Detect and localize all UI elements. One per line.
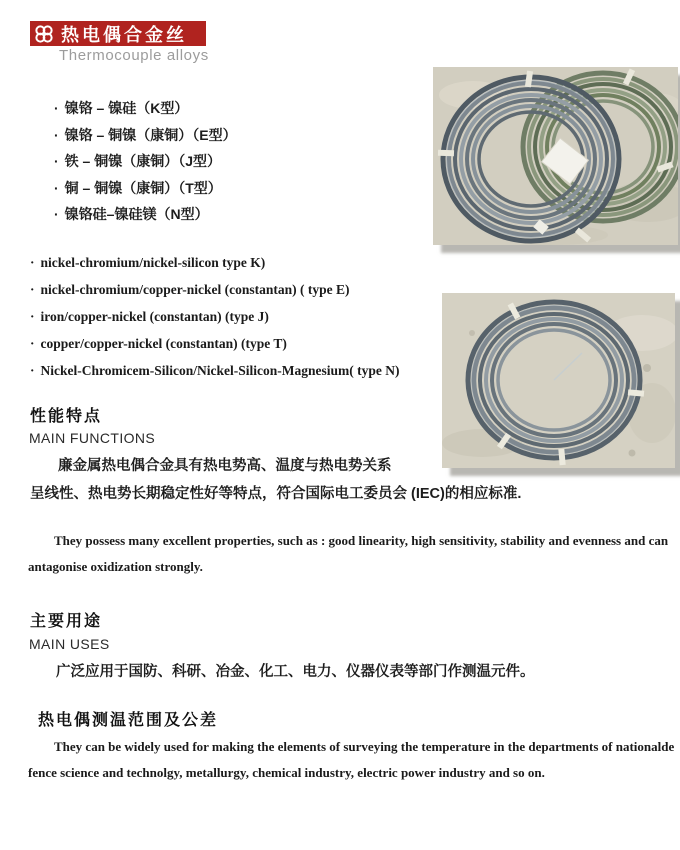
alloy-item-cn: [54, 122, 237, 149]
alloy-item-cn: [54, 175, 237, 202]
page-subtitle: Thermocouple alloys: [59, 47, 209, 64]
bullet-icon: ·: [54, 126, 59, 143]
section-range-heading-cn: 热电偶测温范围及公差: [38, 712, 219, 729]
section-uses-heading-en: MAIN USES: [29, 636, 110, 652]
alloy-label: Nickel-Chromicem-Silicon/Nickel-Silicon-Magnesium( type N): [40, 363, 400, 378]
alloy-label: 镍铬硅–镍硅镁（N型）: [64, 206, 209, 222]
alloy-item-en: [30, 303, 399, 330]
page-title: 热电偶合金丝: [61, 24, 187, 45]
alloy-label: copper/copper-nickel (constantan) (type T): [40, 336, 287, 351]
functions-paragraph-cn-line2: 呈线性、热电势长期稳定性好等特点，符合国际电工委员会 (IEC)的相应标准.: [30, 486, 522, 502]
bullet-icon: ·: [30, 363, 35, 378]
bullet-icon: ·: [54, 153, 59, 169]
alloy-label: iron/copper-nickel (constantan) (type J): [40, 309, 269, 324]
bullet-icon: ·: [30, 255, 35, 270]
alloy-item-en: [30, 357, 399, 384]
alloy-label: 镍铬 – 镍硅（K型）: [64, 100, 189, 116]
bullet-icon: ·: [54, 100, 59, 116]
clover-logo-icon: [34, 24, 54, 44]
bullet-icon: ·: [54, 206, 59, 222]
section-functions-heading-en: MAIN FUNCTIONS: [29, 430, 156, 446]
section-uses-heading-cn: 主要用途: [30, 613, 103, 630]
bullet-icon: ·: [54, 179, 59, 196]
range-paragraph-en: They can be widely used for making the elements of surveying the temperature in the departments of nationalde fence science and technolgy, metallurgy, chemical industry, electric power industry and so on.: [28, 739, 675, 780]
alloy-item-en: [30, 249, 399, 276]
bullet-icon: ·: [30, 336, 35, 351]
alloy-label: nickel-chromium/nickel-silicon type K): [40, 255, 266, 270]
alloy-item-cn: [54, 148, 237, 175]
photo-two-wire-coils: [433, 67, 678, 245]
section-functions-heading-cn: 性能特点: [30, 408, 103, 425]
alloy-label: nickel-chromium/copper-nickel (constantan) ( type E): [40, 282, 350, 297]
bullet-icon: ·: [30, 282, 35, 297]
alloy-item-en: [30, 276, 399, 303]
uses-paragraph-cn: 广泛应用于国防、科研、冶金、化工、电力、仪器仪表等部门作测温元件。: [56, 664, 535, 680]
alloy-label: 铜 – 铜镍（康铜）（T型）: [64, 179, 222, 196]
brand-bar: [30, 21, 206, 46]
functions-paragraph-cn-line1: 廉金属热电偶合金具有热电势高、温度与热电势关系: [58, 458, 392, 474]
bullet-icon: ·: [30, 309, 35, 324]
alloy-type-list-en: [30, 249, 399, 384]
alloy-item-en: [30, 330, 399, 357]
alloy-item-cn: [54, 201, 237, 228]
alloy-item-cn: [54, 95, 237, 122]
alloy-label: 镍铬 – 铜镍（康铜）（E型）: [64, 126, 237, 143]
functions-paragraph-en: They possess many excellent properties, such as : good linearity, high sensitivity, stability and evenness and can antagonise oxidization strongly.: [28, 533, 669, 574]
alloy-label: 铁 – 铜镍（康铜）（J型）: [64, 153, 222, 169]
alloy-type-list-cn: [54, 95, 237, 228]
photo-single-wire-coil: [442, 293, 675, 468]
